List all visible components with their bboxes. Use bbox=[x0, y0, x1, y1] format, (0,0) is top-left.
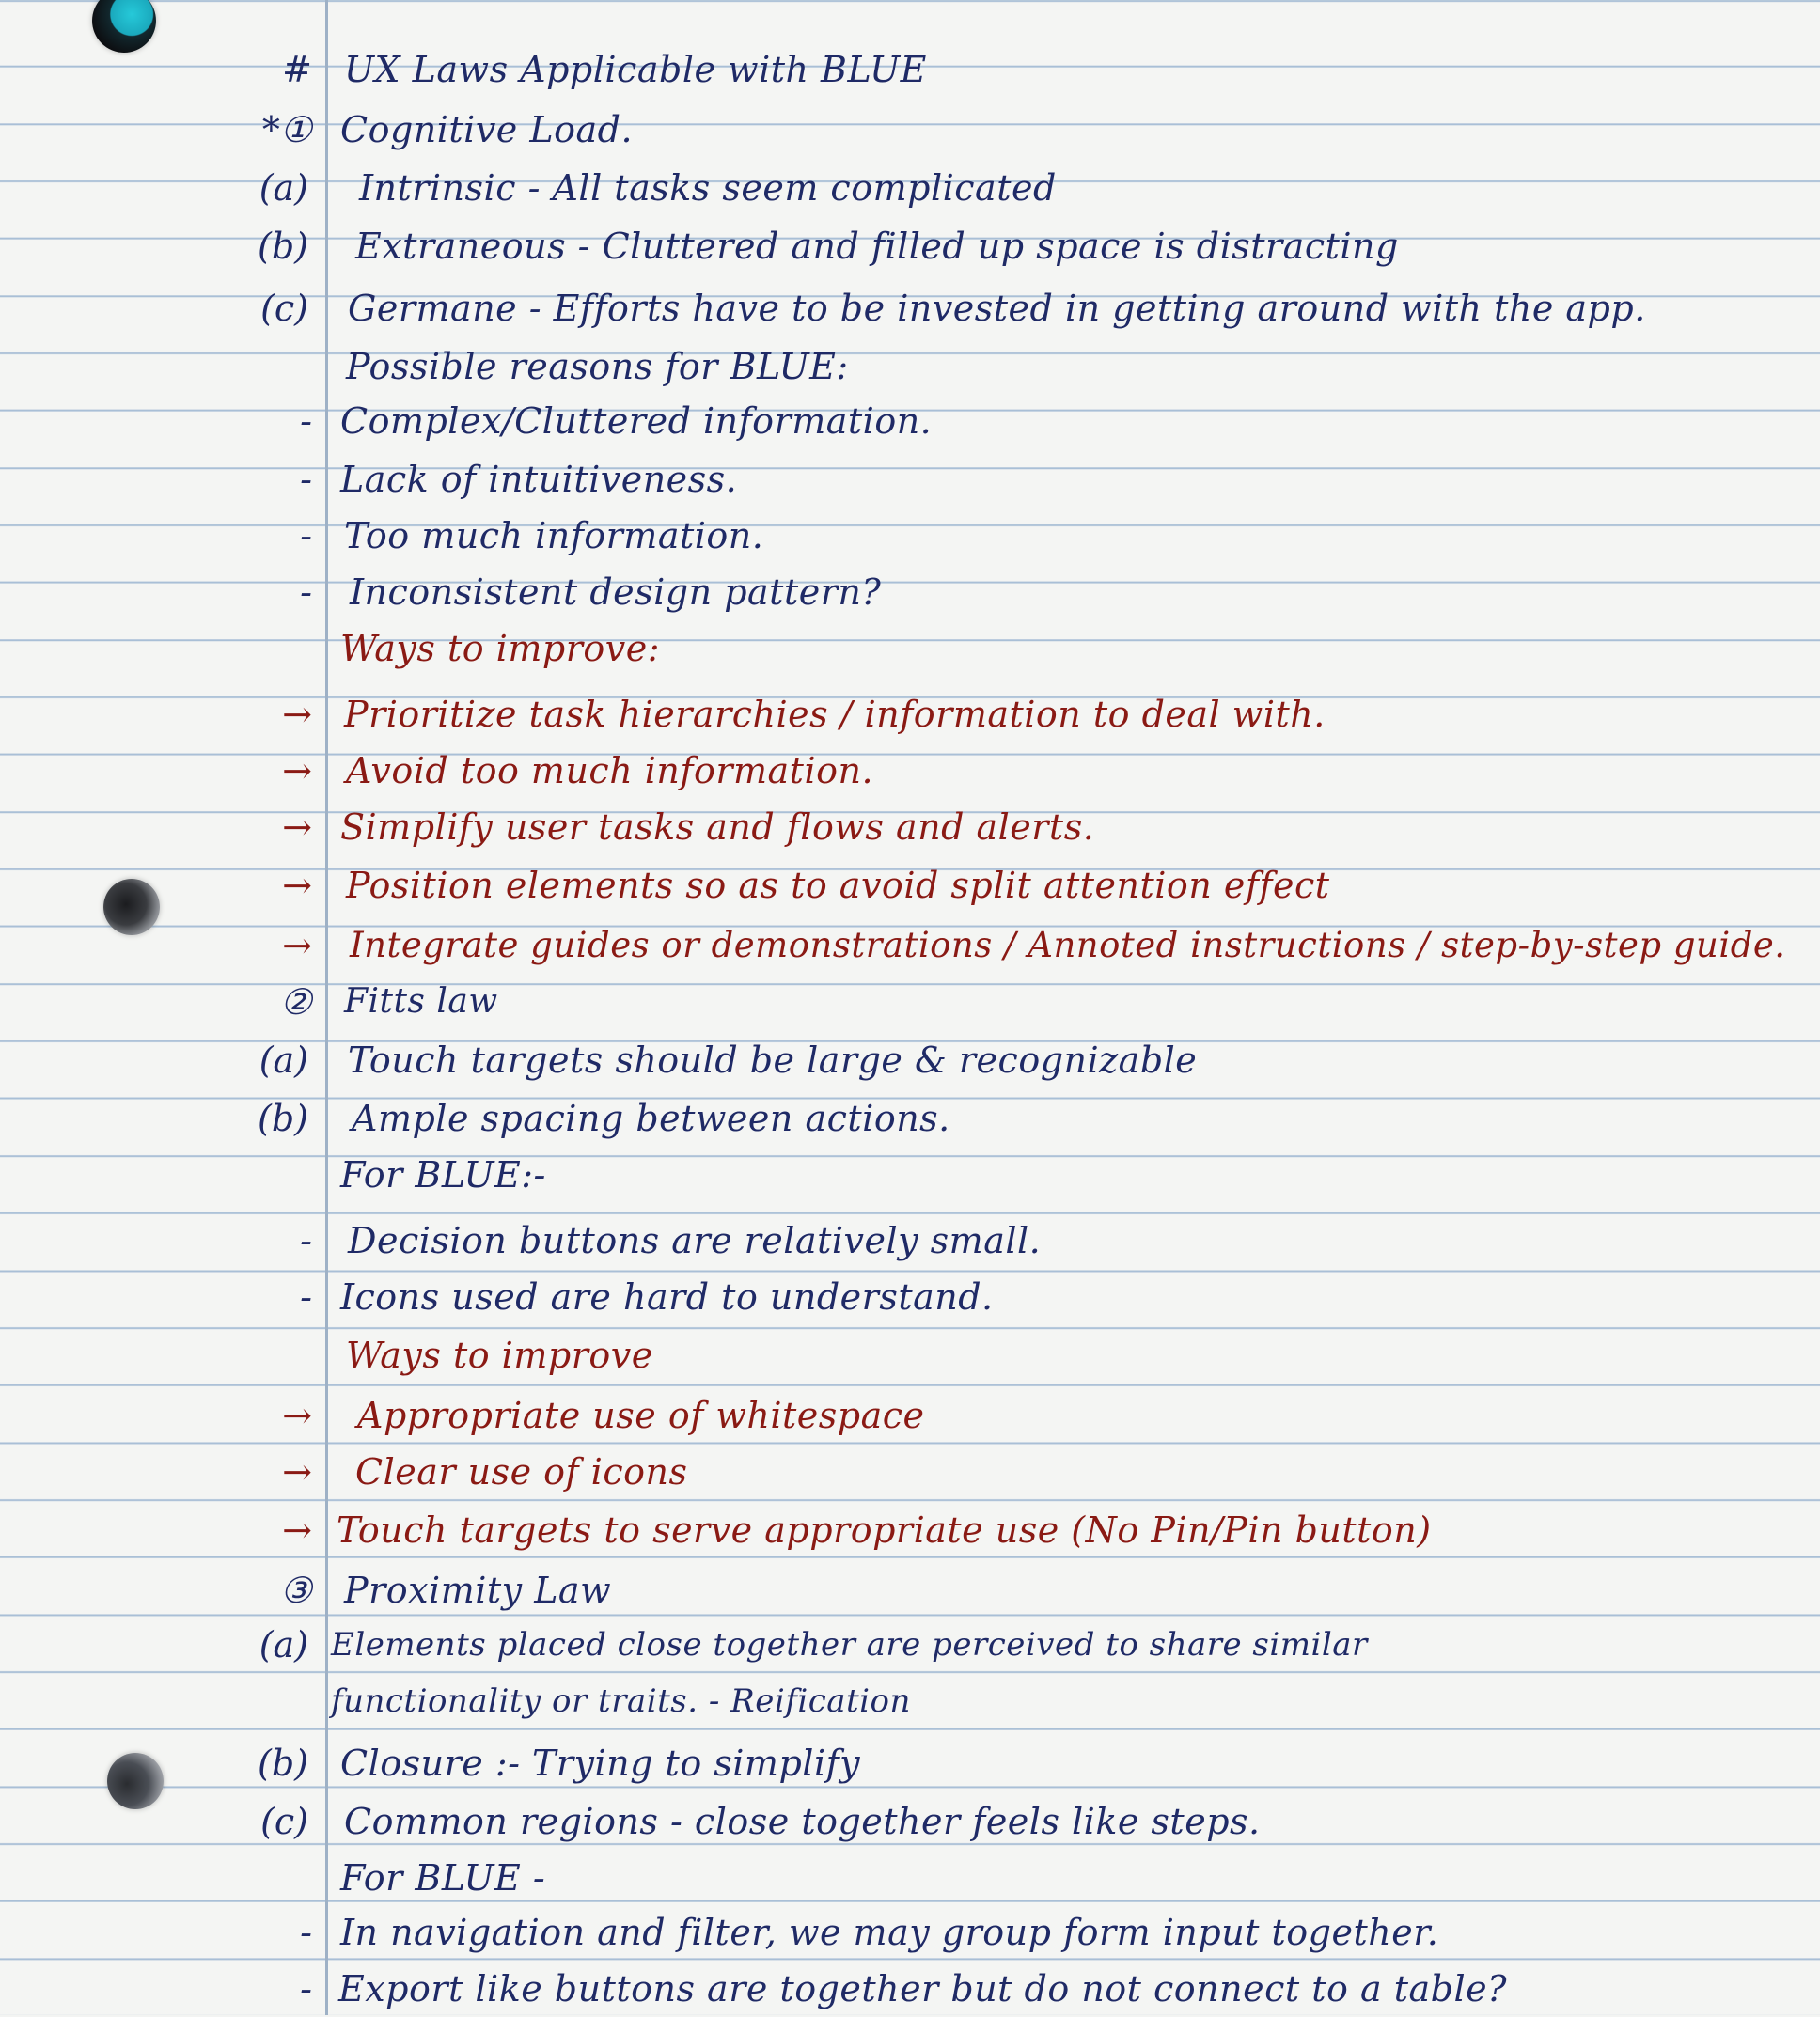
note-line: Export like buttons are together but do not connect to a table? bbox=[338, 1968, 1507, 2009]
note-line: Lack of intuitiveness. bbox=[340, 459, 738, 500]
line-marker: (c) bbox=[260, 288, 308, 329]
binder-hole-bottom bbox=[107, 1753, 164, 1809]
line-marker: - bbox=[300, 1968, 312, 2009]
note-line: Cognitive Load. bbox=[340, 109, 634, 150]
note-line: Too much information. bbox=[344, 515, 764, 556]
line-marker: → bbox=[282, 1395, 312, 1436]
line-marker: - bbox=[300, 1276, 312, 1318]
note-line: functionality or traits. - Reification bbox=[331, 1682, 911, 1720]
note-line: Possible reasons for BLUE: bbox=[346, 346, 849, 387]
line-marker: - bbox=[300, 571, 312, 613]
note-line: Position elements so as to avoid split attention effect bbox=[346, 865, 1330, 906]
line-marker: *① bbox=[261, 109, 312, 150]
note-line: For BLUE - bbox=[340, 1857, 546, 1899]
line-marker: → bbox=[282, 806, 312, 848]
line-marker: # bbox=[282, 49, 312, 90]
line-marker: (a) bbox=[259, 1624, 308, 1665]
note-line: Closure :- Trying to simplify bbox=[340, 1743, 861, 1784]
note-line: Ample spacing between actions. bbox=[352, 1098, 950, 1139]
note-line: UX Laws Applicable with BLUE bbox=[344, 49, 927, 90]
line-marker: - bbox=[300, 459, 312, 500]
margin-rule bbox=[325, 0, 328, 2015]
line-marker: - bbox=[300, 515, 312, 556]
note-line: Prioritize task hierarchies / information to deal with. bbox=[344, 694, 1326, 735]
note-line: Decision buttons are relatively small. bbox=[348, 1220, 1042, 1261]
note-line: Intrinsic - All tasks seem complicated bbox=[359, 167, 1057, 209]
binder-hole-top bbox=[92, 0, 156, 53]
note-line: Clear use of icons bbox=[355, 1451, 688, 1493]
note-line: Elements placed close together are perceived to share similar bbox=[331, 1626, 1368, 1664]
note-line: Touch targets should be large & recognizable bbox=[348, 1040, 1198, 1081]
note-line: Simplify user tasks and flows and alerts. bbox=[340, 806, 1095, 848]
line-marker: (c) bbox=[260, 1801, 308, 1842]
line-marker: (b) bbox=[258, 1098, 308, 1139]
note-line: Touch targets to serve appropriate use (No Pin/Pin button) bbox=[337, 1509, 1432, 1551]
note-line: Common regions - close together feels like steps. bbox=[344, 1801, 1261, 1842]
line-marker: → bbox=[282, 1509, 312, 1551]
note-line: Ways to improve bbox=[346, 1335, 653, 1376]
line-marker: - bbox=[300, 400, 312, 442]
binder-hole-middle bbox=[103, 879, 160, 935]
note-line: Extraneous - Cluttered and filled up space is distracting bbox=[355, 226, 1399, 267]
line-marker: ② bbox=[279, 981, 312, 1023]
line-marker: → bbox=[282, 865, 312, 906]
line-marker: → bbox=[282, 925, 312, 966]
line-marker: → bbox=[282, 694, 312, 735]
note-line: Avoid too much information. bbox=[346, 750, 874, 791]
note-line: Proximity Law bbox=[344, 1570, 612, 1611]
note-line: In navigation and filter, we may group form input together. bbox=[340, 1912, 1439, 1953]
line-marker: - bbox=[300, 1220, 312, 1261]
note-line: Integrate guides or demonstrations / Annoted instructions / step-by-step guide. bbox=[350, 925, 1786, 965]
line-marker: → bbox=[282, 750, 312, 791]
note-line: For BLUE:- bbox=[340, 1154, 546, 1196]
line-marker: (a) bbox=[259, 1040, 308, 1081]
line-marker: (a) bbox=[259, 167, 308, 209]
note-line: Appropriate use of whitespace bbox=[357, 1395, 925, 1436]
line-marker: ③ bbox=[279, 1570, 312, 1611]
line-marker: (b) bbox=[258, 226, 308, 267]
note-line: Complex/Cluttered information. bbox=[340, 400, 933, 442]
note-line: Germane - Efforts have to be invested in getting around with the app. bbox=[348, 288, 1646, 329]
note-line: Inconsistent design pattern? bbox=[350, 571, 882, 613]
note-line: Fitts law bbox=[344, 982, 498, 1021]
line-marker: (b) bbox=[258, 1743, 308, 1784]
note-line: Icons used are hard to understand. bbox=[340, 1276, 994, 1318]
note-line: Ways to improve: bbox=[340, 628, 660, 669]
line-marker: → bbox=[282, 1451, 312, 1493]
line-marker: - bbox=[300, 1912, 312, 1953]
